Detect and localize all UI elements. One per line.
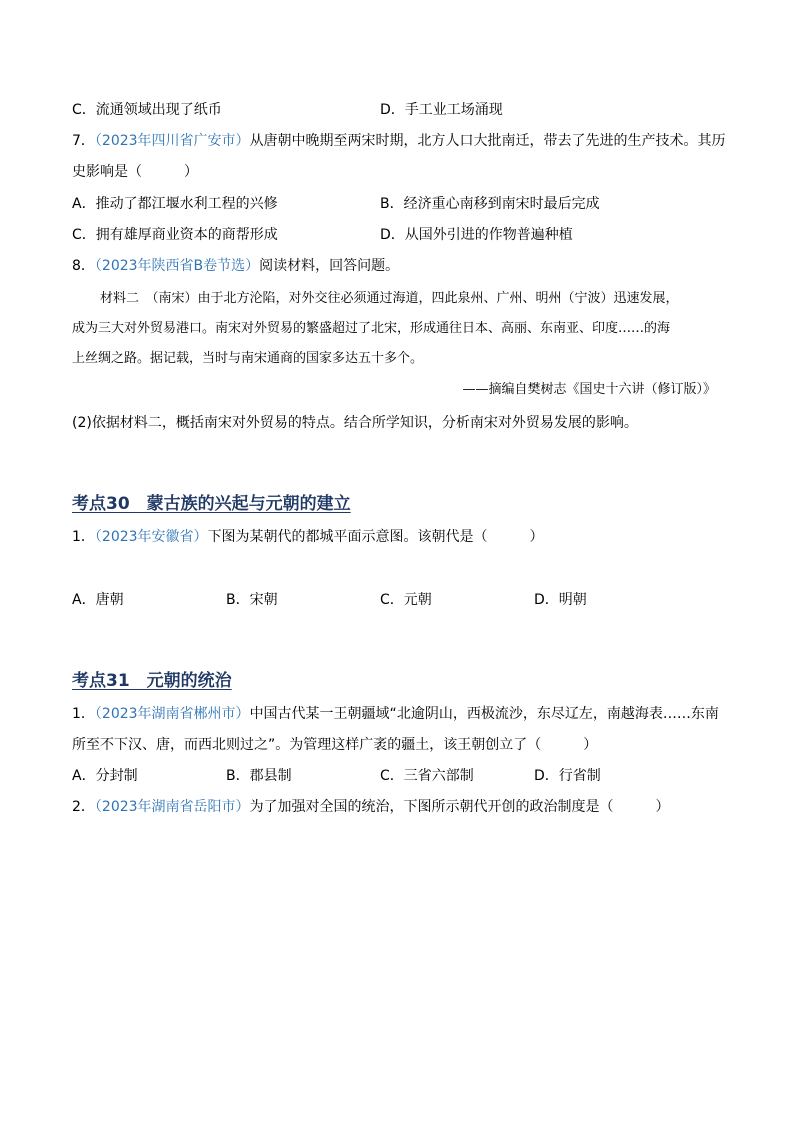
- kd31-q1-stem-text: 中国古代某一王朝疆域“北逾阴山，西极流沙，东尽辽左，南越海表……东南: [249, 706, 719, 722]
- kd30-q1-stem: [72, 528, 544, 546]
- kd31-q1-stem-line-2: 所至不下汉、唐，而西北则过之”。为管理这样广袤的疆土，该王朝创立了（ ）: [72, 737, 598, 753]
- kd30-q1-option-b: B．宋朝: [226, 592, 278, 608]
- kd31-q2-stem: [72, 798, 670, 816]
- kd31-q2-number: 2．: [72, 799, 95, 815]
- kd30-q1-source: （2023年安徽省）: [94, 529, 208, 545]
- section-heading-kd30: 考点30 蒙古族的兴起与元朝的建立: [72, 494, 351, 514]
- kd31-q2-stem-text: 为了加强对全国的统治，下图所示朝代开创的政治制度是（ ）: [249, 799, 670, 815]
- q7-option-a: A．推动了都江堰水利工程的兴修: [72, 196, 278, 212]
- q7-option-d: D．从国外引进的作物普遍种植: [380, 227, 573, 243]
- q8-citation: ——摘编自樊树志《国史十六讲（修订版）》: [462, 382, 716, 397]
- kd31-q1-source: （2023年湖南省郴州市）: [94, 706, 250, 722]
- section-heading-kd31: 考点31 元朝的统治: [72, 671, 232, 691]
- kd31-q1-number: 1．: [72, 706, 95, 722]
- kd30-q1-stem-text: 下图为某朝代的都城平面示意图。该朝代是（ ）: [207, 529, 544, 545]
- q7-number: 7．: [72, 133, 95, 149]
- q8-number: 8．: [72, 258, 95, 274]
- q8-stem: [72, 257, 399, 275]
- q7-option-c: C．拥有雄厚商业资本的商帮形成: [72, 227, 278, 243]
- q7-option-b: B．经济重心南移到南宋时最后完成: [380, 196, 600, 212]
- q8-source: （2023年陕西省B卷节选）: [94, 258, 260, 274]
- kd31-q1-option-c: C．三省六部制: [380, 768, 474, 784]
- q8-material-line-2: 成为三大对外贸易港口。南宋对外贸易的繁盛超过了北宋，形成通往日本、高丽、东南亚、印度……的海: [72, 321, 671, 336]
- kd30-q1-option-c: C．元朝: [380, 592, 432, 608]
- kd31-q2-source: （2023年湖南省岳阳市）: [94, 799, 250, 815]
- q6-option-d: D．手工业工场涌现: [380, 102, 503, 118]
- q8-material-line-1: 材料二 （南宋）由于北方沦陷，对外交往必须通过海道，四此泉州、广州、明州（宁波）迅速发展，: [100, 291, 679, 306]
- kd30-q1-option-a: A．唐朝: [72, 592, 124, 608]
- q8-question: (2)依据材料二，概括南宋对外贸易的特点。结合所学知识，分析南宋对外贸易发展的影响。: [72, 415, 638, 431]
- kd31-q1-option-b: B．郡县制: [226, 768, 292, 784]
- kd31-q1-stem-line-1: [72, 705, 719, 723]
- q7-stem-line-2: 史影响是（ ）: [72, 164, 198, 180]
- kd30-q1-option-d: D．明朝: [534, 592, 587, 608]
- q8-material-line-3: 上丝绸之路。据记载，当时与南宋通商的国家多达五十多个。: [72, 351, 424, 366]
- q7-stem-line-1: [72, 132, 726, 150]
- kd31-q1-option-a: A．分封制: [72, 768, 138, 784]
- q7-stem: 从唐朝中晚期至两宋时期，北方人口大批南迁，带去了先进的生产技术。其历: [249, 133, 726, 149]
- kd30-q1-number: 1．: [72, 529, 95, 545]
- kd31-q1-option-d: D．行省制: [534, 768, 601, 784]
- q7-source: （2023年四川省广安市）: [94, 133, 250, 149]
- q6-option-c: C．流通领域出现了纸币: [72, 102, 222, 118]
- q8-stem-text: 阅读材料，回答问题。: [259, 258, 400, 274]
